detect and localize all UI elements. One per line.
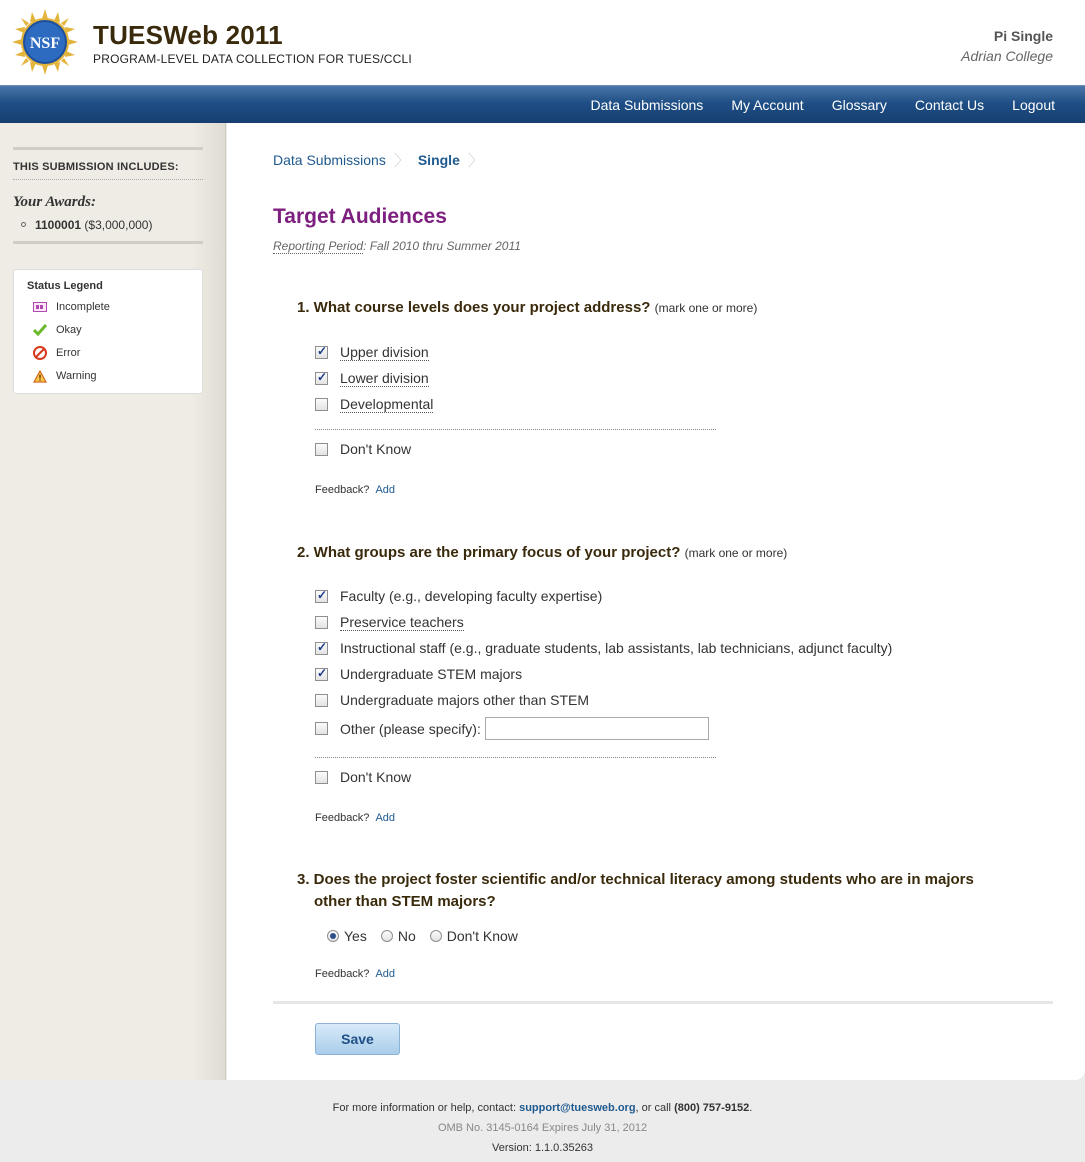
q2-option-other [315, 717, 709, 740]
q2-option-faculty[interactable] [315, 588, 602, 604]
page-title: Target Audiences [273, 205, 447, 228]
logo-text: NSF [29, 35, 61, 52]
period-label: Reporting Period [273, 239, 364, 253]
nav-logout[interactable]: Logout [1012, 97, 1055, 113]
options-divider [315, 757, 716, 758]
feedback-label: Feedback? [315, 484, 370, 496]
main-nav [0, 85, 1085, 123]
option-label: Lower division [340, 370, 429, 386]
checkbox[interactable] [315, 443, 328, 456]
question-2-hint: (mark one or more) [684, 546, 788, 560]
option-label: Undergraduate majors other than STEM [340, 692, 590, 708]
form-divider [273, 1001, 1053, 1004]
feedback-add-link[interactable]: Add [375, 812, 396, 824]
q2-option-instructional-staff[interactable] [315, 640, 892, 656]
breadcrumb [273, 148, 492, 171]
checkbox[interactable] [315, 722, 328, 735]
footer-version: Version: 1.1.0.35263 [492, 1142, 593, 1154]
options-divider [315, 429, 716, 430]
award-id: 1100001 [35, 218, 82, 232]
nav-contact-us[interactable]: Contact Us [914, 97, 985, 113]
radio-button[interactable] [327, 930, 339, 942]
checkbox[interactable] [315, 590, 328, 603]
bullet-icon [21, 222, 26, 227]
user-org: Adrian College [961, 48, 1053, 64]
q2-option-undergrad-non-stem[interactable] [315, 692, 589, 708]
checkbox[interactable] [315, 398, 328, 411]
option-label: Upper division [340, 344, 429, 360]
breadcrumb-separator-icon: 〉 [467, 153, 484, 170]
radio-button[interactable] [430, 930, 442, 942]
nav-data-submissions[interactable]: Data Submissions [590, 97, 704, 113]
legend-row-error [32, 346, 80, 360]
footer-contact-prefix: For more information or help, contact: [332, 1102, 520, 1114]
sidebar-divider [13, 179, 203, 180]
sidebar-rule [13, 241, 203, 244]
radio-label: Don't Know [446, 928, 518, 944]
checkbox[interactable] [315, 346, 328, 359]
support-phone: (800) 757-9152 [674, 1102, 750, 1114]
nsf-logo-icon[interactable] [12, 9, 78, 75]
footer-contact-suffix: . [749, 1102, 753, 1114]
checkmark-icon [32, 323, 48, 337]
checkbox[interactable] [315, 771, 328, 784]
q2-feedback [315, 812, 395, 824]
q3-radio-yes[interactable] [327, 928, 367, 944]
legend-row-warning [32, 369, 97, 383]
radio-label: No [397, 928, 416, 944]
feedback-add-link[interactable]: Add [375, 484, 396, 496]
nav-my-account[interactable]: My Account [731, 97, 804, 113]
header [0, 0, 1085, 85]
save-button[interactable]: Save [315, 1023, 400, 1055]
app-subtitle: PROGRAM-LEVEL DATA COLLECTION FOR TUES/CCLI [93, 52, 412, 66]
checkbox[interactable] [315, 372, 328, 385]
sidebar [0, 123, 226, 1080]
q3-radio-no[interactable] [381, 928, 416, 944]
support-email-link[interactable]: support@tuesweb.org [519, 1102, 636, 1114]
legend-label: Warning [56, 370, 97, 382]
legend-label: Incomplete [56, 301, 110, 313]
footer-contact [0, 1102, 1085, 1114]
question-1 [297, 297, 1057, 319]
breadcrumb-current: Single [417, 151, 460, 168]
q1-option-upper-division[interactable] [315, 344, 429, 361]
sidebar-rule [13, 147, 203, 150]
radio-label: Yes [344, 928, 367, 944]
q1-feedback [315, 484, 395, 496]
option-label: Don't Know [340, 769, 412, 785]
nav-glossary[interactable]: Glossary [831, 97, 887, 113]
q2-option-preservice-teachers[interactable] [315, 614, 464, 631]
checkbox[interactable] [315, 668, 328, 681]
other-specify-input[interactable] [485, 717, 709, 740]
legend-row-okay [32, 323, 82, 337]
breadcrumb-data-submissions[interactable]: Data Submissions [273, 151, 386, 168]
award-item [21, 218, 152, 232]
checkbox[interactable] [315, 642, 328, 655]
q2-option-undergrad-stem[interactable] [315, 666, 522, 682]
q2-option-dont-know[interactable] [315, 769, 411, 785]
question-1-hint: (mark one or more) [654, 301, 758, 315]
q3-radio-group [327, 928, 532, 944]
option-label: Undergraduate STEM majors [340, 666, 523, 682]
sidebar-heading: THIS SUBMISSION INCLUDES: [13, 161, 179, 173]
q3-radio-dont-know[interactable] [430, 928, 518, 944]
radio-button[interactable] [381, 930, 393, 942]
q1-option-dont-know[interactable] [315, 441, 411, 457]
awards-label: Your Awards: [13, 194, 96, 210]
app-title: TUESWeb 2011 [93, 20, 283, 50]
option-label: Other (please specify): [340, 720, 481, 737]
footer-contact-mid: , or call [635, 1102, 675, 1114]
question-3 [297, 869, 997, 913]
incomplete-icon [32, 300, 48, 314]
q1-option-developmental[interactable] [315, 396, 433, 413]
status-legend [13, 269, 203, 394]
footer-omb: OMB No. 3145-0164 Expires July 31, 2012 [437, 1122, 648, 1134]
q3-feedback [315, 968, 395, 980]
user-name: Pi Single [993, 28, 1053, 44]
error-icon [32, 346, 48, 360]
question-3-text: 3. Does the project foster scientific and/or technical literacy among students who are in majors other than STEM majors? [297, 871, 974, 910]
warning-icon [32, 369, 48, 383]
option-label: Preservice teachers [340, 614, 464, 630]
option-label: Don't Know [340, 441, 412, 457]
legend-label: Error [56, 347, 81, 359]
question-2 [297, 542, 1057, 564]
footer [0, 1080, 1085, 1162]
legend-row-incomplete [32, 300, 110, 314]
reporting-period [273, 239, 521, 253]
legend-label: Okay [56, 324, 82, 336]
q1-option-lower-division[interactable] [315, 370, 429, 387]
feedback-label: Feedback? [315, 968, 370, 980]
award-amount: ($3,000,000) [84, 218, 153, 232]
legend-title: Status Legend [27, 280, 103, 292]
feedback-label: Feedback? [315, 812, 370, 824]
checkbox[interactable] [315, 694, 328, 707]
period-value: : Fall 2010 thru Summer 2011 [363, 239, 521, 253]
breadcrumb-separator-icon: 〉 [393, 153, 410, 170]
option-label: Faculty (e.g., developing faculty expertise) [340, 588, 603, 604]
feedback-add-link[interactable]: Add [375, 968, 396, 980]
option-label: Instructional staff (e.g., graduate students, lab assistants, lab technicians, adjunct faculty) [340, 640, 893, 656]
checkbox[interactable] [315, 616, 328, 629]
main-content [227, 123, 1085, 1080]
option-label: Developmental [340, 396, 434, 412]
question-2-text: 2. What groups are the primary focus of your project? [297, 544, 681, 561]
question-1-text: 1. What course levels does your project address? [297, 299, 651, 316]
